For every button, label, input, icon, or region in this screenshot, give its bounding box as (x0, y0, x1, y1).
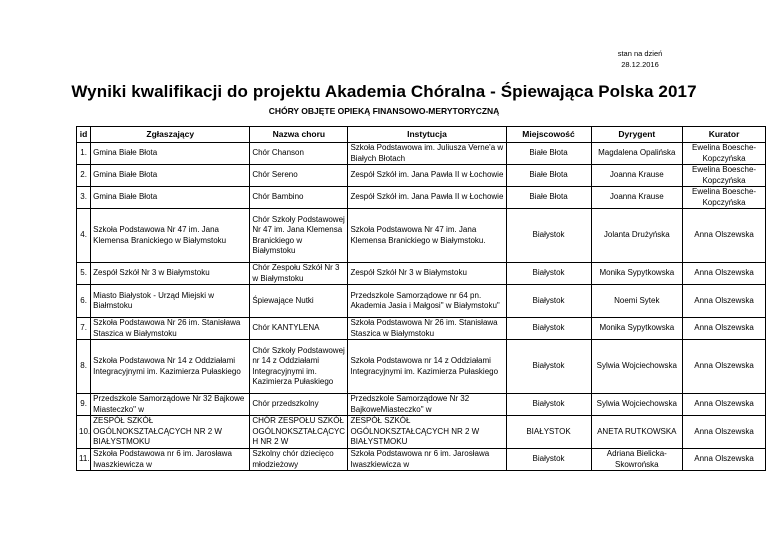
cell-curator: Anna Olszewska (683, 318, 766, 340)
cell-id: 6. (77, 285, 91, 318)
cell-institution: Przedszkole Samorządowe Nr 32 BajkoweMiasteczko" w (348, 394, 506, 416)
cell-institution: ZESPÓŁ SZKÓŁ OGÓLNOKSZTAŁCĄCYCH NR 2 W BIAŁYSTMOKU (348, 416, 506, 449)
cell-curator: Ewelina Boesche-Kopczyńska (683, 187, 766, 209)
cell-applicant: Szkoła Podstawowa Nr 47 im. Jana Klemensa Branickiego w Białymstoku (91, 209, 250, 263)
cell-choir: Szkolny chór dziecięco młodzieżowy (250, 449, 348, 471)
cell-place: Białystok (506, 285, 591, 318)
cell-institution: Zespół Szkół im. Jana Pawła II w Łochowie (348, 187, 506, 209)
cell-choir: Chór Bambino (250, 187, 348, 209)
cell-choir: Chór Szkoły Podstawowej nr 14 z Oddziałami Integracyjnymi im. Kazimierza Pułaskiego (250, 340, 348, 394)
cell-institution: Szkoła Podstawowa im. Juliusza Verne'a w Białych Błotach (348, 143, 506, 165)
cell-curator: Ewelina Boesche-Kopczyńska (683, 165, 766, 187)
cell-choir: Śpiewające Nutki (250, 285, 348, 318)
table-row (77, 143, 766, 165)
cell-curator: Anna Olszewska (683, 263, 766, 285)
cell-place: BIAŁYSTOK (506, 416, 591, 449)
cell-applicant: Gmina Białe Błota (91, 187, 250, 209)
cell-id: 8. (77, 340, 91, 394)
cell-applicant: Gmina Białe Błota (91, 165, 250, 187)
cell-id: 7. (77, 318, 91, 340)
cell-choir: Chór przedszkolny (250, 394, 348, 416)
table-row (77, 209, 766, 263)
cell-place: Białystok (506, 209, 591, 263)
table-row (77, 318, 766, 340)
date-stamp (600, 48, 680, 70)
col-header-applicant: Zgłaszający (91, 127, 250, 143)
cell-applicant: Szkoła Podstawowa nr 6 im. Jarosława Iwaszkiewicza w (91, 449, 250, 471)
table-row (77, 394, 766, 416)
cell-place: Białe Błota (506, 165, 591, 187)
cell-institution: Przedszkole Samorządowe nr 64 pn. Akademia Jasia i Małgosi" w Białymstoku" (348, 285, 506, 318)
cell-place: Białe Błota (506, 143, 591, 165)
cell-applicant: Miasto Białystok - Urząd Miejski w Białmstoku (91, 285, 250, 318)
col-header-curator: Kurator (683, 127, 766, 143)
cell-choir: Chór Chanson (250, 143, 348, 165)
cell-choir: Chór Szkoły Podstawowej Nr 47 im. Jana Klemensa Branickiego w Białymstoku (250, 209, 348, 263)
cell-institution: Zespół Szkół im. Jana Pawła II w Łochowie (348, 165, 506, 187)
table-row (77, 187, 766, 209)
cell-conductor: Sylwia Wojciechowska (591, 340, 683, 394)
cell-institution: Szkoła Podstawowa Nr 47 im. Jana Klemensa Branickiego w Białymstoku. (348, 209, 506, 263)
table-row (77, 340, 766, 394)
cell-curator: Anna Olszewska (683, 340, 766, 394)
cell-id: 4. (77, 209, 91, 263)
table-row (77, 263, 766, 285)
col-header-place: Miejscowość (506, 127, 591, 143)
col-header-id: id (77, 127, 91, 143)
cell-id: 1. (77, 143, 91, 165)
results-table (76, 126, 766, 471)
table-row (77, 285, 766, 318)
stamp-label: stan na dzień (617, 49, 663, 58)
cell-curator: Anna Olszewska (683, 416, 766, 449)
cell-choir: Chór Zespołu Szkół Nr 3 w Białymstoku (250, 263, 348, 285)
cell-institution: Szkoła Podstawowa nr 14 z Oddziałami Integracyjnymi im. Kazimierza Pułaskiego (348, 340, 506, 394)
cell-curator: Anna Olszewska (683, 209, 766, 263)
cell-applicant: Gmina Białe Błota (91, 143, 250, 165)
cell-conductor: Noemi Sytek (591, 285, 683, 318)
cell-id: 11. (77, 449, 91, 471)
page-subtitle: CHÓRY OBJĘTE OPIEKĄ FINANSOWO-MERYTORYCZNĄ (268, 106, 500, 116)
cell-id: 3. (77, 187, 91, 209)
cell-applicant: Szkoła Podstawowa Nr 14 z Oddziałami Integracyjnymi im. Kazimierza Pułaskiego (91, 340, 250, 394)
cell-place: Białystok (506, 318, 591, 340)
cell-curator: Anna Olszewska (683, 394, 766, 416)
cell-applicant: Szkoła Podstawowa Nr 26 im. Stanisława Staszica w Białymstoku (91, 318, 250, 340)
table-row (77, 449, 766, 471)
col-header-conductor: Dyrygent (591, 127, 683, 143)
stamp-date: 28.12.2016 (621, 60, 659, 69)
cell-conductor: ANETA RUTKOWSKA (591, 416, 683, 449)
cell-curator: Anna Olszewska (683, 449, 766, 471)
table-row (77, 416, 766, 449)
cell-choir: CHÓR ZESPOŁU SZKÓŁ OGÓLNOKSZTAŁCĄCYC H NR 2 W (250, 416, 348, 449)
cell-applicant: Przedszkole Samorządowe Nr 32 Bajkowe Miasteczko" w (91, 394, 250, 416)
col-header-choir: Nazwa choru (250, 127, 348, 143)
cell-place: Białystok (506, 394, 591, 416)
cell-id: 5. (77, 263, 91, 285)
cell-institution: Zespół Szkół Nr 3 w Białymstoku (348, 263, 506, 285)
cell-institution: Szkoła Podstawowa Nr 26 im. Stanisława Staszica w Białymstoku (348, 318, 506, 340)
cell-place: Białystok (506, 340, 591, 394)
cell-choir: Chór Sereno (250, 165, 348, 187)
cell-conductor: Joanna Krause (591, 187, 683, 209)
cell-conductor: Magdalena Opalińska (591, 143, 683, 165)
cell-id: 9. (77, 394, 91, 416)
cell-place: Białe Błota (506, 187, 591, 209)
cell-conductor: Monika Sypytkowska (591, 263, 683, 285)
cell-id: 10. (77, 416, 91, 449)
cell-id: 2. (77, 165, 91, 187)
table-row (77, 165, 766, 187)
cell-applicant: Zespół Szkół Nr 3 w Białymstoku (91, 263, 250, 285)
cell-conductor: Adriana Bielicka-Skowrońska (591, 449, 683, 471)
cell-choir: Chór KANTYLENA (250, 318, 348, 340)
cell-institution: Szkoła Podstawowa nr 6 im. Jarosława Iwaszkiewicza w (348, 449, 506, 471)
page-title: Wyniki kwalifikacji do projektu Akademia Chóralna - Śpiewająca Polska 2017 (71, 82, 697, 101)
cell-conductor: Jolanta Drużyńska (591, 209, 683, 263)
cell-place: Białystok (506, 449, 591, 471)
cell-conductor: Monika Sypytkowska (591, 318, 683, 340)
cell-conductor: Joanna Krause (591, 165, 683, 187)
col-header-institution: Instytucja (348, 127, 506, 143)
cell-applicant: ZESPÓŁ SZKÓŁ OGÓLNOKSZTAŁCĄCYCH NR 2 W BIAŁYSTMOKU (91, 416, 250, 449)
cell-curator: Ewelina Boesche-Kopczyńska (683, 143, 766, 165)
cell-curator: Anna Olszewska (683, 285, 766, 318)
cell-conductor: Sylwia Wojciechowska (591, 394, 683, 416)
cell-place: Białystok (506, 263, 591, 285)
header-row (77, 127, 766, 143)
